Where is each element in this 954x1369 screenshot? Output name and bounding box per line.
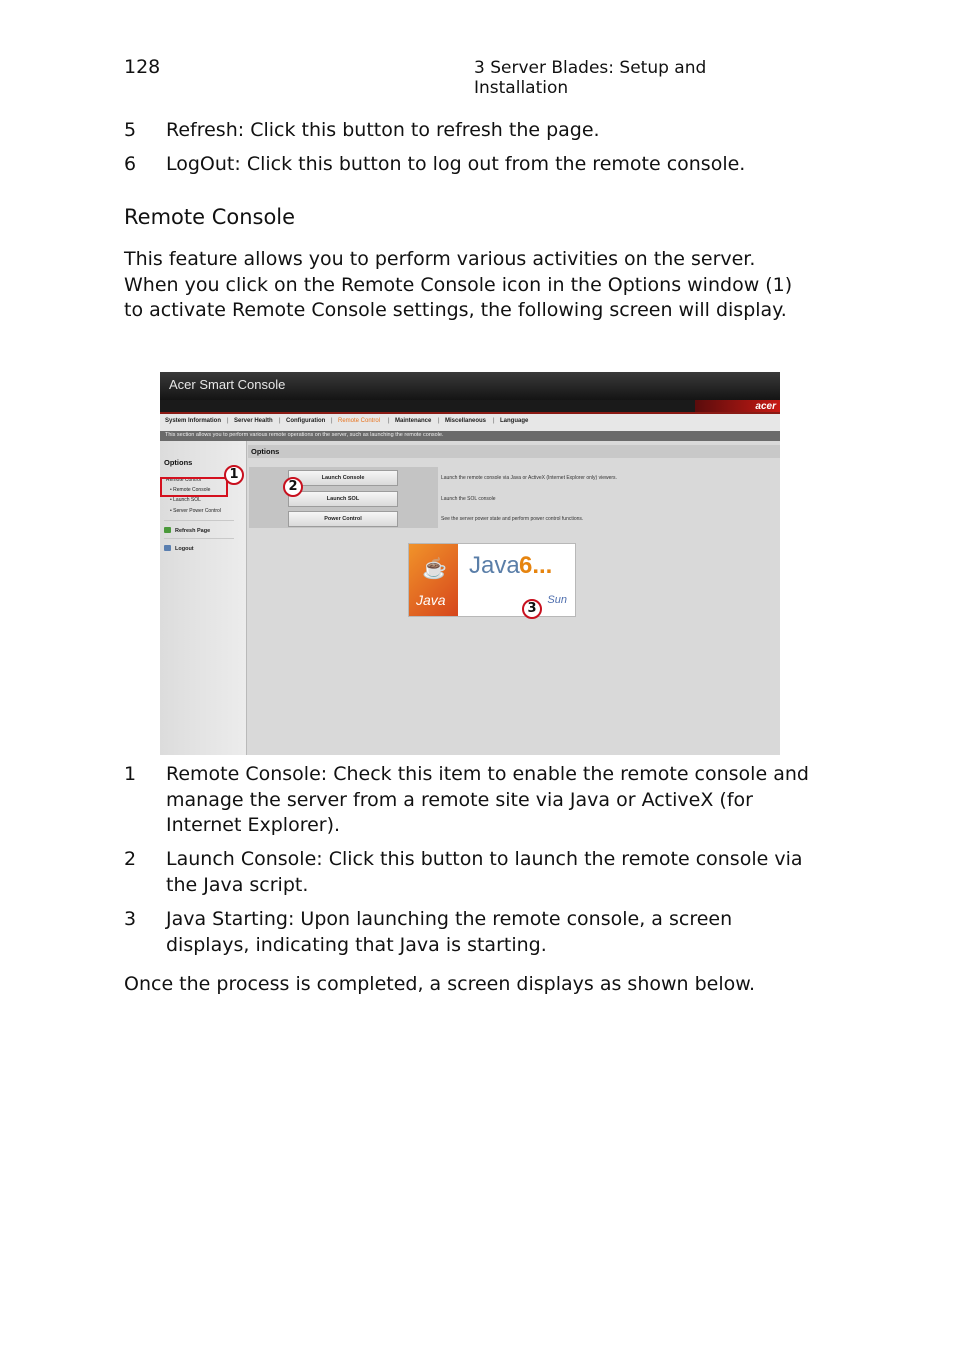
intro-paragraph: This feature allows you to perform various activities on the server. When you click on the Remote Console icon in the Options window (1) to activate Remote Console settings, the following screen will display. [124,248,793,321]
list-item-text: Refresh: Click this button to refresh the page. [166,119,600,141]
info-bar [160,431,780,441]
java-version: 6... [519,552,553,579]
sidebar-divider [164,520,234,521]
remote-console-highlight [160,477,228,497]
section-heading: Remote Console [124,205,296,229]
nav-system-information[interactable]: System Information [165,418,222,424]
java-cup-icon: ☕ [422,558,447,580]
nav-separator: | [279,418,281,424]
list-item-number: 3 [124,908,137,930]
java-title: Java [469,552,520,579]
callout-3: 3 [522,599,542,619]
sidebar-item-label: Remote Console [173,487,211,493]
info-text: This section allows you to perform various remote operations on the server, such as launching the remote console. [165,432,444,438]
sidebar-item-label: Launch SOL [173,497,201,503]
list-item-text: Java Starting: Upon launching the remote console, a screen displays, indicating that Java is starting. [166,908,733,956]
launch-sol-button[interactable]: Launch SOL [288,491,398,507]
list-item-text: LogOut: Click this button to log out from the remote console. [166,153,746,175]
launch-sol-description: Launch the SOL console [441,496,496,502]
app-title: Acer Smart Console [169,377,286,392]
sidebar-item-remote-control[interactable]: Remote Control [166,477,202,483]
closing-paragraph: Once the process is completed, a screen displays as shown below. [124,973,756,995]
list-item-number: 6 [124,153,137,175]
nav-maintenance[interactable]: Maintenance [395,418,432,424]
sidebar-divider [164,538,234,539]
title-bar [160,372,780,400]
java-splash [408,543,576,617]
sidebar-item-label: Server Power Control [173,508,221,514]
options-header [248,445,780,458]
nav-language[interactable]: Language [500,418,529,424]
launch-console-description: Launch the remote console via Java or ActiveX (Internet Explorer only) viewers. [441,475,617,481]
nav-separator: | [331,418,333,424]
refresh-page-link[interactable]: Refresh Page [175,528,211,534]
callout-2: 2 [283,477,303,497]
callout-1: 1 [224,465,244,485]
nav-bar [160,414,780,431]
nav-configuration[interactable]: Configuration [286,418,326,424]
page-number: 128 [124,56,161,78]
sidebar-item-remote-console[interactable]: • Remote Console [170,487,211,493]
list-item-number: 2 [124,848,137,870]
sidebar-title: Options [164,458,193,467]
nav-miscellaneous[interactable]: Miscellaneous [445,418,487,424]
java-brand-panel [409,544,458,616]
nav-separator: | [227,418,229,424]
list-item-text: Remote Console: Check this item to enable the remote console and manage the server from a remote site via Java or ActiveX (for Internet Explorer). [166,763,809,836]
nav-remote-control[interactable]: Remote Control [338,418,381,424]
sidebar-item-launch-sol[interactable]: • Launch SOL [170,497,201,503]
launch-console-button[interactable]: Launch Console [288,470,398,486]
java-logo-word: Java [416,592,446,608]
list-item-number: 5 [124,119,137,141]
nav-separator: | [438,418,440,424]
chapter-header: 3 Server Blades: Setup and Installation [474,58,707,98]
list-item-number: 1 [124,763,137,785]
nav-separator: | [493,418,495,424]
sidebar-item-server-power-control[interactable]: • Server Power Control [170,508,221,514]
nav-server-health[interactable]: Server Health [234,418,273,424]
power-control-description: See the server power state and perform power control functions. [441,516,584,522]
console-screenshot [160,372,780,755]
logout-icon [164,545,171,551]
nav-separator: | [388,418,390,424]
options-title: Options [251,447,280,456]
list-item-text: Launch Console: Click this button to launch the remote console via the Java script. [166,848,803,896]
sun-logo: Sun [547,594,567,606]
logout-link[interactable]: Logout [175,546,194,552]
refresh-icon [164,527,171,533]
acer-logo: acer [755,401,776,412]
power-control-button[interactable]: Power Control [288,511,398,527]
